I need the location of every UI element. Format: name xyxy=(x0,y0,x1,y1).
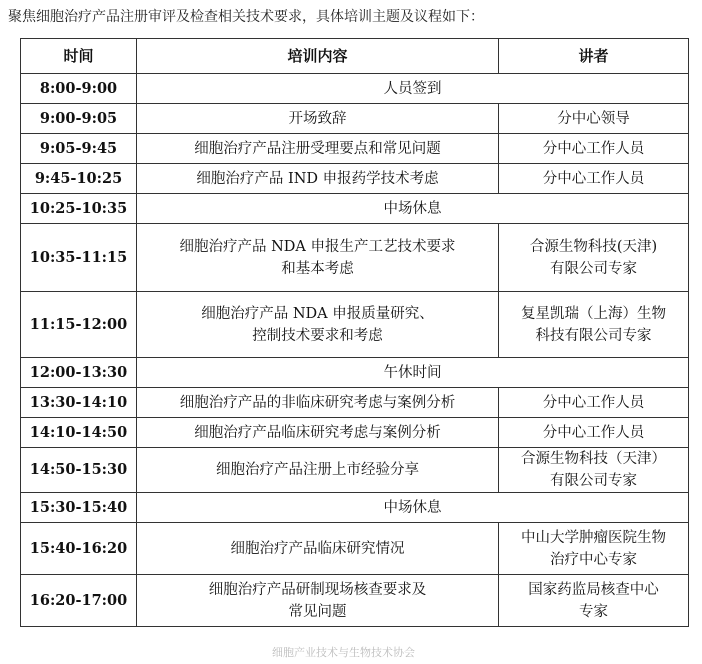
time-cell: 11:15-12:00 xyxy=(21,292,137,358)
speaker-cell: 国家药监局核查中心 专家 xyxy=(499,575,689,627)
speaker-cell: 分中心工作人员 xyxy=(499,418,689,448)
watermark-text: 细胞产业技术与生物技术协会 xyxy=(272,646,415,659)
speaker-cell: 分中心工作人员 xyxy=(499,388,689,418)
time-cell: 15:40-16:20 xyxy=(21,523,137,575)
content-cell: 细胞治疗产品注册受理要点和常见问题 xyxy=(137,134,499,164)
table-row xyxy=(21,448,689,493)
content-cell: 人员签到 xyxy=(137,74,689,104)
speaker-cell: 中山大学肿瘤医院生物 治疗中心专家 xyxy=(499,523,689,575)
speaker-cell: 复星凯瑞（上海）生物 科技有限公司专家 xyxy=(499,292,689,358)
speaker-cell: 合源生物科技（天津） 有限公司专家 xyxy=(499,448,689,493)
time-cell: 14:10-14:50 xyxy=(21,418,137,448)
time-cell: 15:30-15:40 xyxy=(21,493,137,523)
content-cell: 细胞治疗产品研制现场核查要求及 常见问题 xyxy=(137,575,499,627)
agenda-table xyxy=(20,38,689,627)
time-cell: 9:05-9:45 xyxy=(21,134,137,164)
table-row xyxy=(21,292,689,358)
header-time: 时间 xyxy=(21,39,137,74)
table-row xyxy=(21,575,689,627)
time-cell: 10:35-11:15 xyxy=(21,224,137,292)
intro-text: 聚焦细胞治疗产品注册审评及检查相关技术要求，具体培训主题及议程如下： xyxy=(8,9,484,25)
content-cell: 细胞治疗产品临床研究情况 xyxy=(137,523,499,575)
table-row xyxy=(21,194,689,224)
time-cell: 16:20-17:00 xyxy=(21,575,137,627)
time-cell: 12:00-13:30 xyxy=(21,358,137,388)
time-cell: 13:30-14:10 xyxy=(21,388,137,418)
time-cell: 14:50-15:30 xyxy=(21,448,137,493)
table-row xyxy=(21,104,689,134)
speaker-cell: 分中心领导 xyxy=(499,104,689,134)
content-cell: 细胞治疗产品 NDA 申报生产工艺技术要求 和基本考虑 xyxy=(137,224,499,292)
content-cell: 细胞治疗产品 IND 申报药学技术考虑 xyxy=(137,164,499,194)
content-cell: 细胞治疗产品 NDA 申报质量研究、 控制技术要求和考虑 xyxy=(137,292,499,358)
speaker-cell: 合源生物科技(天津) 有限公司专家 xyxy=(499,224,689,292)
table-row xyxy=(21,164,689,194)
table-row xyxy=(21,74,689,104)
content-cell: 开场致辞 xyxy=(137,104,499,134)
time-cell: 9:00-9:05 xyxy=(21,104,137,134)
header-content: 培训内容 xyxy=(137,39,499,74)
header-speaker: 讲者 xyxy=(499,39,689,74)
table-row xyxy=(21,358,689,388)
content-cell: 细胞治疗产品的非临床研究考虑与案例分析 xyxy=(137,388,499,418)
agenda-body xyxy=(21,74,689,627)
table-row xyxy=(21,493,689,523)
content-cell: 中场休息 xyxy=(137,493,689,523)
table-header-row xyxy=(21,39,689,74)
time-cell: 8:00-9:00 xyxy=(21,74,137,104)
table-row xyxy=(21,388,689,418)
content-cell: 午休时间 xyxy=(137,358,689,388)
table-row xyxy=(21,418,689,448)
content-cell: 细胞治疗产品注册上市经验分享 xyxy=(137,448,499,493)
table-row xyxy=(21,224,689,292)
table-row xyxy=(21,134,689,164)
time-cell: 10:25-10:35 xyxy=(21,194,137,224)
speaker-cell: 分中心工作人员 xyxy=(499,164,689,194)
speaker-cell: 分中心工作人员 xyxy=(499,134,689,164)
table-row xyxy=(21,523,689,575)
content-cell: 中场休息 xyxy=(137,194,689,224)
time-cell: 9:45-10:25 xyxy=(21,164,137,194)
content-cell: 细胞治疗产品临床研究考虑与案例分析 xyxy=(137,418,499,448)
